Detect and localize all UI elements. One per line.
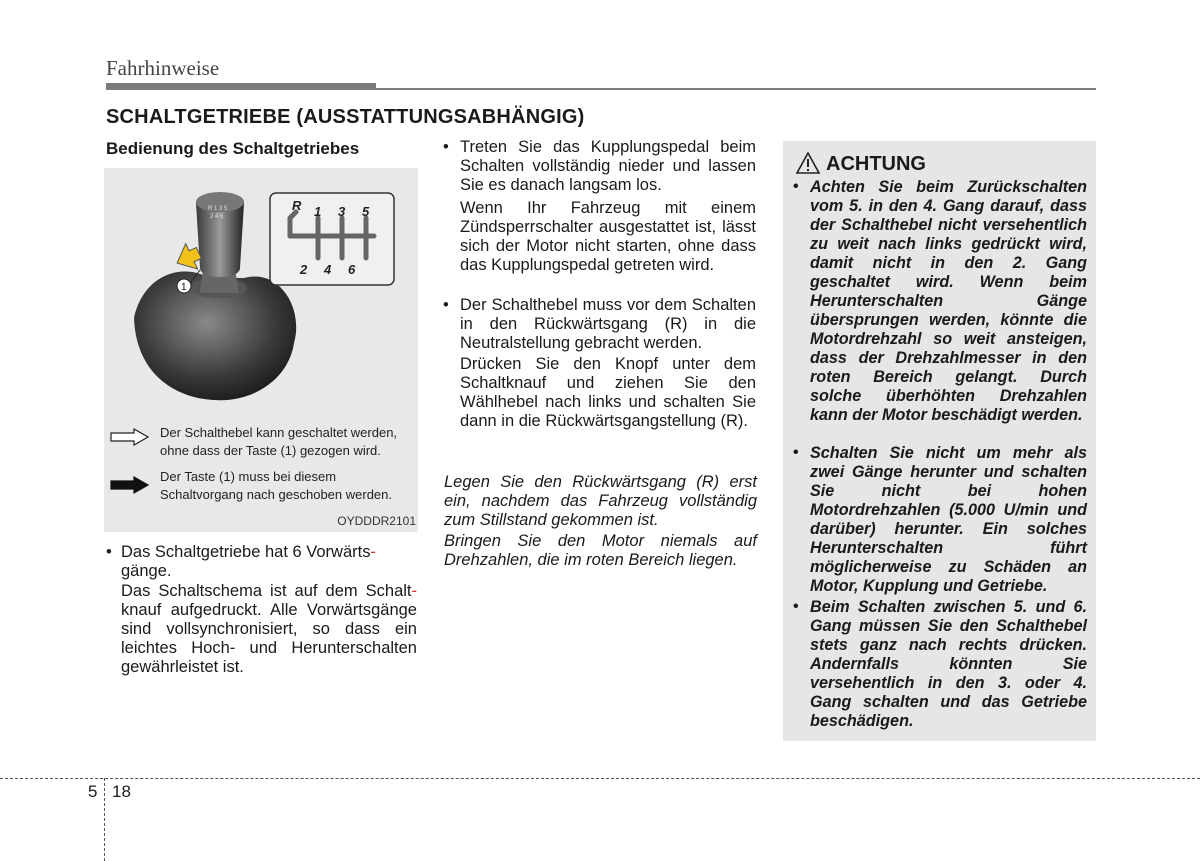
svg-text:6: 6 <box>348 262 356 277</box>
subsection-title: Bedienung des Schaltgetriebes <box>106 139 360 158</box>
svg-text:2: 2 <box>300 262 308 277</box>
footer-rule <box>0 778 1200 779</box>
bullet-marker: • <box>443 296 449 314</box>
bullet-marker: • <box>106 543 112 561</box>
bullet-marker: • <box>793 444 799 461</box>
warning-item: Achten Sie beim Zurückschalten vom 5. in den 4. Gang darauf, dass der Schalthebel nicht versehentlich zu weit nach links gedrückt wird, damit nicht in den 2. Gang geschaltet wird. Wenn beim Herunterschalten Gänge übersprungen werden, könnte die Motordrehzahl so weit ansteigen, dass der Drehzahlmesser in den roten Bereich gelangt. Durch solche überhöhten Drehzahlen kann der Motor beschädigt werden. <box>810 178 1087 424</box>
warning-item: Schalten Sie nicht um mehr als zwei Gänge herunter und schalten Sie nicht bei hohen Motordrehzahlen (5.000 U/min und darüber) herunter. Ein solches Herunterschalten führt möglicherweise zu Schäden an Motor, Kupplung und Getriebe. <box>810 444 1087 595</box>
italic-note-rpm: Bringen Sie den Motor niemals auf Drehzahlen, die im roten Bereich liegen. <box>444 532 757 569</box>
warning-item: Beim Schalten zwischen 5. und 6. Gang müssen Sie den Schalthebel stets ganz nach rechts drücken. Andernfalls könnten Sie versehentlich in den 3. oder 4. Gang schalten und das Getriebe beschädigen. <box>810 598 1087 730</box>
svg-text:2 4 6: 2 4 6 <box>210 214 224 220</box>
warning-triangle-icon <box>795 151 821 175</box>
gear-shifter-illustration <box>104 168 418 418</box>
svg-text:R 1 3 5: R 1 3 5 <box>208 206 228 212</box>
legend-text: Der Schalthebel kann geschaltet werden, ohne dass der Taste (1) gezogen wird. <box>160 425 398 458</box>
bullet-text-clutch: Treten Sie das Kupplungspedal beim Schalten vollständig nieder und lassen Sie es danach langsam los. <box>460 138 756 194</box>
italic-note-reverse: Legen Sie den Rückwärtsgang (R) erst ein, nachdem das Fahrzeug vollständig zum Stillstand gekommen ist. <box>444 473 757 529</box>
bullet-text-gears: Das Schaltgetriebe hat 6 Vorwärts- gänge. <box>121 543 376 580</box>
svg-text:R: R <box>292 198 302 213</box>
legend-text: Der Taste (1) muss bei diesem Schaltvorgang nach geschoben werden. <box>160 469 392 502</box>
warning-title: ACHTUNG <box>826 153 926 175</box>
paragraph-shift-pattern: Das Schaltschema ist auf dem Schalt-knauf aufgedruckt. Alle Vorwärtsgänge sind vollsynchronisiert, so dass ein leichtes Hoch- und Herunterschalten gewährleistet ist. <box>121 582 417 676</box>
header-rule-thick <box>106 83 376 90</box>
header-rule-thin <box>376 88 1096 90</box>
page-number: 18 <box>112 782 131 801</box>
paragraph-ignition-lock: Wenn Ihr Fahrzeug mit einem Zündsperrschalter ausgestattet ist, lässt sich der Motor nicht starten, ohne dass das Kupplungspedal getreten wird. <box>460 199 756 274</box>
footer-divider <box>104 778 105 861</box>
gear-shift-figure <box>104 168 418 532</box>
bullet-marker: • <box>443 138 449 156</box>
bullet-marker: • <box>793 598 799 615</box>
svg-text:4: 4 <box>324 262 332 277</box>
filled-arrow-icon <box>110 476 150 494</box>
section-title: SCHALTGETRIEBE (AUSSTATTUNGSABHÄNGIG) <box>106 106 585 128</box>
callout-number: 1 <box>181 282 187 293</box>
hollow-arrow-icon <box>110 428 150 446</box>
svg-text:3: 3 <box>338 204 346 219</box>
bullet-marker: • <box>793 178 799 195</box>
paragraph-reverse-procedure: Drücken Sie den Knopf unter dem Schaltknauf und ziehen Sie den Wählhebel nach links und schalten Sie dann in die Rückwärtsgangstellung (R). <box>460 355 756 430</box>
svg-text:5: 5 <box>362 204 370 219</box>
bullet-text-reverse: Der Schalthebel muss vor dem Schalten in den Rückwärtsgang (R) in die Neutralstellung gebracht werden. <box>460 296 756 352</box>
figure-code: OYDDDR2101 <box>337 514 416 528</box>
chapter-number: 5 <box>88 782 98 801</box>
header-title: Fahrhinweise <box>106 56 220 80</box>
svg-text:1: 1 <box>314 204 322 219</box>
